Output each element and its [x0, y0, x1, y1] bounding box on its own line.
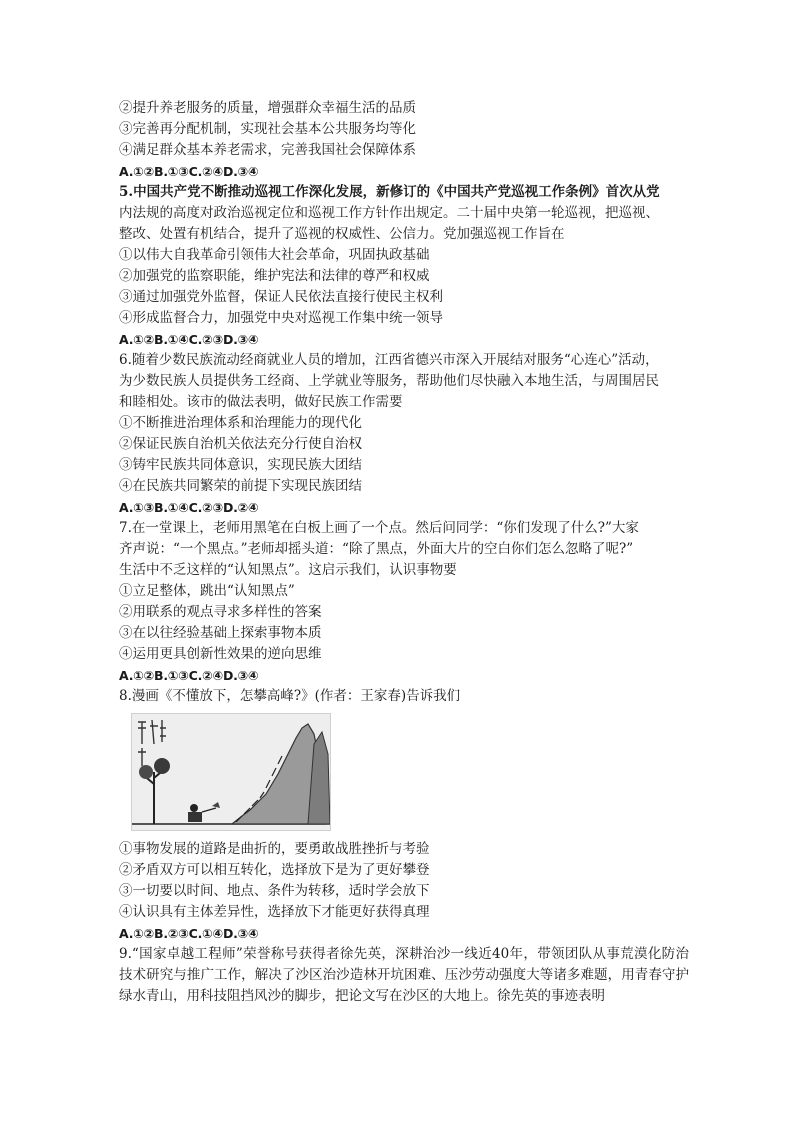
- option: ④满足群众基本养老需求，完善我国社会保障体系: [119, 142, 416, 158]
- option: ①立足整体，跳出“认知黑点”: [119, 583, 295, 599]
- option: ②保证民族自治机关依法充分行使自治权: [119, 436, 362, 452]
- option: ③通过加强党外监督，保证人民依法直接行使民主权利: [119, 289, 443, 305]
- option: ②加强党的监察职能，维护宪法和法律的尊严和权威: [119, 268, 430, 284]
- cartoon-drawing: [132, 714, 330, 830]
- option: ①以伟大自我革命引领伟大社会革命，巩固执政基础: [119, 247, 430, 263]
- option: ③完善再分配机制，实现社会基本公共服务均等化: [119, 121, 416, 137]
- option: ③在以往经验基础上探索事物本质: [119, 625, 322, 641]
- option: ①事物发展的道路是曲折的，要勇敢战胜挫折与考验: [119, 841, 430, 857]
- cartoon-image: [131, 713, 331, 831]
- question-stem-line: 5.中国共产党不断推动巡视工作深化发展，新修订的《中国共产党巡视工作条例》首次从党: [119, 184, 660, 200]
- question-stem-line: 8.漫画《不懂放下，怎攀高峰?》(作者：王家春)告诉我们: [119, 688, 461, 704]
- question-stem-line: 内法规的高度对政治巡视定位和巡视工作方针作出规定。二十届中央第一轮巡视，把巡视、: [119, 205, 659, 221]
- answer-choices: A.①②B.①③C.②④D.③④: [119, 668, 259, 683]
- option: ②用联系的观点寻求多样性的答案: [119, 604, 322, 620]
- answer-choices: A.①②B.①④C.②③D.③④: [119, 332, 259, 347]
- answer-choices: A.①②B.①③C.②④D.③④: [119, 164, 259, 179]
- question-7: [119, 518, 689, 686]
- question-4-tail: [119, 98, 689, 182]
- question-stem-line: 生活中不乏这样的“认知黑点”。这启示我们，认识事物要: [119, 562, 457, 578]
- option: ④形成监督合力，加强党中央对巡视工作集中统一领导: [119, 310, 443, 326]
- answer-choices: A.①③B.①④C.②③D.②④: [119, 500, 259, 515]
- option: ④在民族共同繁荣的前提下实现民族团结: [119, 478, 362, 494]
- option: ④认识具有主体差异性，选择放下才能更好获得真理: [119, 904, 430, 920]
- option: ③一切要以时间、地点、条件为转移，适时学会放下: [119, 883, 430, 899]
- question-8: [119, 686, 689, 944]
- question-stem: 9.“国家卓越工程师”荣誉称号获得者徐先英，深耕治沙一线近40年，带领团队从事荒漠化防治技术研究与推广工作，解决了沙区治沙造林开坑困难、压沙劳动强度大等诸多难题，用青春守护绿水青山，用科技阻挡风沙的脚步，把论文写在沙区的大地上。徐先英的事迹表明: [119, 946, 689, 1004]
- question-stem-line: 为少数民族人员提供务工经商、上学就业等服务，帮助他们尽快融入本地生活，与周围居民: [119, 373, 659, 389]
- question-stem-line: 7.在一堂课上，老师用黑笔在白板上画了一个点。然后问同学：“你们发现了什么?”大家: [119, 520, 639, 536]
- option: ④运用更具创新性效果的逆向思维: [119, 646, 322, 662]
- question-stem-line: 齐声说：“一个黑点。”老师却摇头道：“除了黑点，外面大片的空白你们怎么忽略了呢?”: [119, 541, 634, 557]
- option: ①不断推进治理体系和治理能力的现代化: [119, 415, 362, 431]
- exam-page: [119, 98, 689, 1007]
- question-5: [119, 182, 689, 350]
- option: ②提升养老服务的质量，增强群众幸福生活的品质: [119, 100, 416, 116]
- question-9: [119, 944, 689, 1007]
- question-6: [119, 350, 689, 518]
- question-stem-line: 整改、处置有机结合，提升了巡视的权威性、公信力。党加强巡视工作旨在: [119, 226, 565, 242]
- option: ②矛盾双方可以相互转化，选择放下是为了更好攀登: [119, 862, 430, 878]
- option: ③铸牢民族共同体意识，实现民族大团结: [119, 457, 362, 473]
- question-stem-line: 和睦相处。该市的做法表明，做好民族工作需要: [119, 394, 403, 410]
- answer-choices: A.①②B.②③C.①④D.③④: [119, 926, 259, 941]
- question-stem-line: 6.随着少数民族流动经商就业人员的增加，江西省德兴市深入开展结对服务“心连心”活动，: [119, 352, 659, 368]
